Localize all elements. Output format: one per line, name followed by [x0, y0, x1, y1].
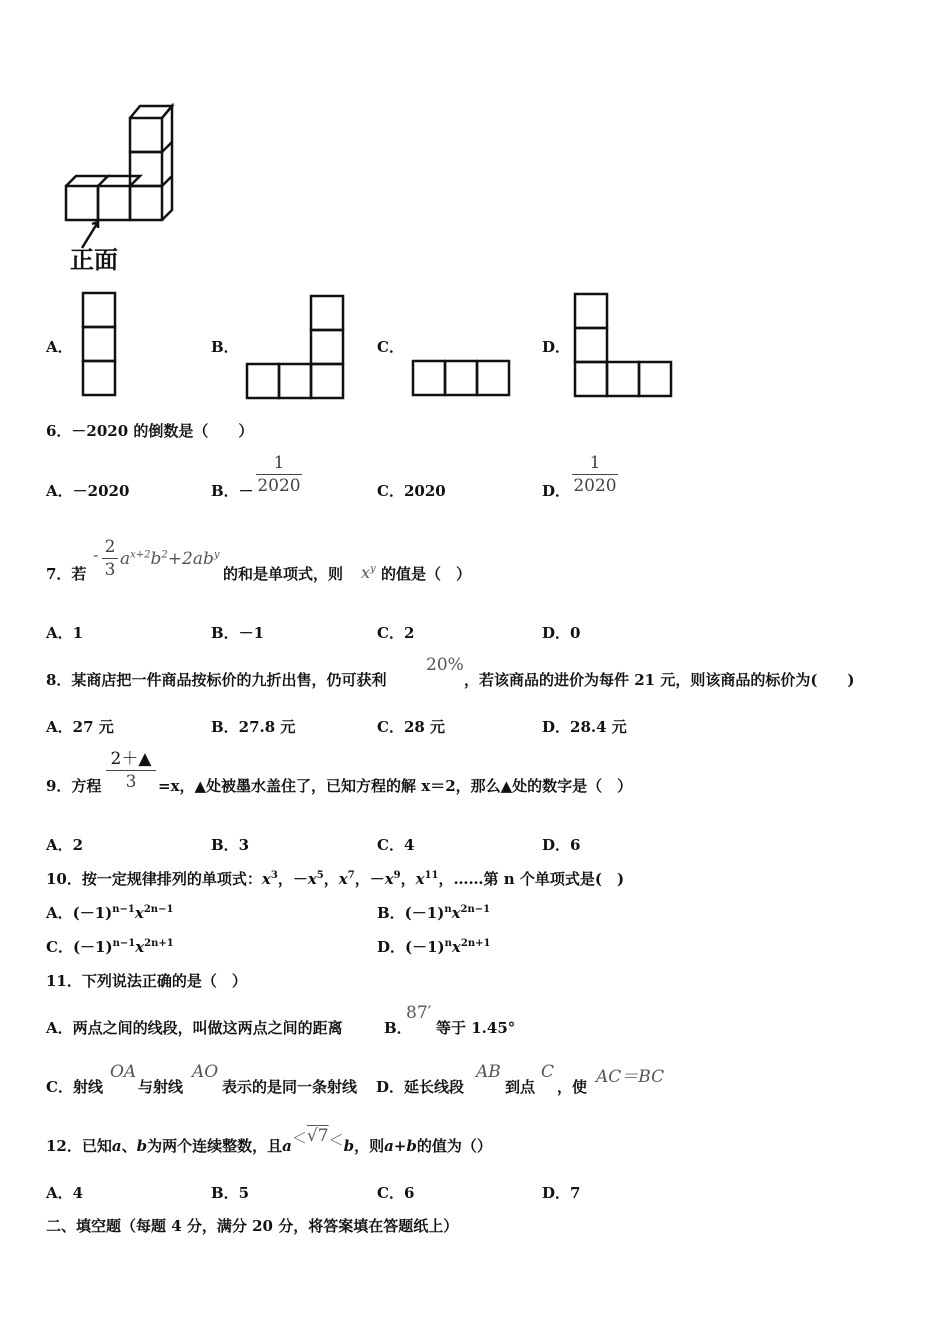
q10-stem-prefix: 10．按一定规律排列的单项式： [46, 870, 262, 888]
q5-option-b-figure [244, 293, 348, 401]
q9-option-c: C．4 [377, 836, 415, 854]
q11-option-d-prefix: D．延长线段 [376, 1078, 465, 1096]
q12-option-a: A．4 [46, 1184, 84, 1202]
q10-option-b: B．$(-1)^nx^{2n-1}$ [377, 904, 491, 922]
q7-option-d: D．0 [542, 624, 581, 642]
q7-prefix: 7．若 [46, 565, 87, 583]
q7-suffix: 的值是（ ） [381, 565, 472, 583]
q11-option-d-eq: AC＝BC [596, 1067, 665, 1087]
q10-term: $x^5$， [307, 870, 339, 888]
q5-option-d-label: D． [542, 338, 571, 356]
q6-option-c: C．2020 [377, 482, 446, 500]
q11-option-c-suffix: 表示的是同一条射线 [222, 1078, 358, 1096]
q8-prefix: 8．某商店把一件商品按标价的九折出售，仍可获利 [46, 671, 387, 689]
q11-option-d-c: C [541, 1062, 555, 1082]
q11-option-d-mid2: ，使 [557, 1078, 588, 1096]
q9-prefix: 9．方程 [46, 777, 102, 795]
q10-option-a: A．$(-1)^{n-1}x^{2n-1}$ [46, 904, 174, 922]
q7-option-a: A．1 [46, 624, 84, 642]
q6-b-denominator: 2020 [257, 476, 301, 496]
q7-xy: $x^y$ [361, 563, 376, 582]
q9-option-b: B．3 [211, 836, 250, 854]
q10-option-c: C．$(-1)^{n-1}x^{2n+1}$ [46, 938, 174, 956]
q8-suffix: ，若该商品的进价为每件 21 元，则该商品的标价为( ) [464, 671, 855, 689]
q10-stem [46, 868, 624, 889]
section-2-title: 二、填空题（每题 4 分，满分 20 分，将答案填在答题纸上） [46, 1217, 459, 1235]
q11-option-c-oa: OA [110, 1062, 137, 1082]
q9-option-d: D．6 [542, 836, 581, 854]
q10-term: $x^9$， [384, 870, 416, 888]
q11-option-b-suffix: 等于 1.45° [436, 1019, 516, 1037]
q5-option-c-figure [410, 358, 514, 400]
q6-option-d-fraction [572, 452, 618, 497]
q10-option-d: D．$(-1)^nx^{2n+1}$ [377, 938, 491, 956]
q7-coef-sign: - [93, 545, 99, 564]
q8-percent: 20% [426, 655, 464, 675]
q9-suffix: =x，▲处被墨水盖住了，已知方程的解 x＝2，那么▲处的数字是（ ） [158, 777, 633, 795]
q8-option-d: D．28.4 元 [542, 718, 627, 736]
q11-option-c-mid: 与射线 [138, 1078, 184, 1096]
q10-term: $x^{11}$， [415, 870, 454, 888]
q5-option-a-figure [80, 290, 124, 400]
q10-stem-suffix: ……第 n 个单项式是( ) [453, 870, 625, 888]
q6-stem: 6．－2020 的倒数是（ ） [46, 422, 254, 440]
q9-option-a: A．2 [46, 836, 84, 854]
q5-option-b-label: B． [211, 338, 239, 356]
q12-option-b: B．5 [211, 1184, 250, 1202]
q6-d-denominator: 2020 [573, 476, 617, 496]
q6-b-numerator: 1 [273, 453, 285, 473]
q11-stem: 11．下列说法正确的是（ ） [46, 972, 247, 990]
q5-option-a-label: A． [46, 338, 73, 356]
q9-denominator: 3 [125, 772, 137, 792]
q11-option-d-mid: 到点 [505, 1078, 536, 1096]
q9-numerator: 2＋▲ [110, 749, 152, 769]
q7-option-c: C．2 [377, 624, 415, 642]
q11-option-d-ab: AB [476, 1062, 501, 1082]
q6-d-numerator: 1 [589, 453, 601, 473]
q7-coef-numerator: 2 [104, 537, 116, 557]
q7-middle: 的和是单项式，则 [223, 565, 344, 583]
q8-option-b: B．27.8 元 [211, 718, 296, 736]
q7-expression: $a^{x+2}b^2+2ab^y$ [120, 549, 220, 569]
q7-option-b: B．－1 [211, 624, 265, 642]
q10-term: $x^3$，－ [261, 870, 308, 888]
q12-stem: 12．已知a、b为两个连续整数，且a＜√7＜b，则a+b的值为（） [46, 1126, 492, 1155]
q11-option-b-prefix: B． [384, 1019, 412, 1037]
q8-option-a: A．27 元 [46, 718, 114, 736]
q6-option-d-prefix: D． [542, 482, 571, 500]
q10-term: $x^7$，－ [338, 870, 385, 888]
cube-stack-figure [40, 100, 190, 274]
q5-option-c-label: C． [377, 338, 404, 356]
q6-option-b-fraction [256, 452, 302, 497]
q11-option-a: A．两点之间的线段，叫做这两点之间的距离 [46, 1019, 343, 1037]
front-label: 正面 [70, 246, 118, 274]
q11-option-c-prefix: C．射线 [46, 1078, 103, 1096]
q5-option-d-figure [572, 291, 676, 399]
q11-option-c-ao: AO [192, 1062, 219, 1082]
q7-coef-denominator: 3 [104, 560, 116, 580]
q12-option-c: C．6 [377, 1184, 415, 1202]
q11-option-b-math: 87′ [406, 1003, 432, 1023]
q6-option-b-prefix: B．－ [211, 482, 254, 500]
q12-option-d: D．7 [542, 1184, 581, 1202]
q6-option-a: A．－2020 [46, 482, 130, 500]
q9-fraction [106, 748, 156, 793]
q7-coef-fraction [102, 536, 118, 581]
q12-sqrt: √7 [306, 1126, 329, 1146]
q8-option-c: C．28 元 [377, 718, 446, 736]
